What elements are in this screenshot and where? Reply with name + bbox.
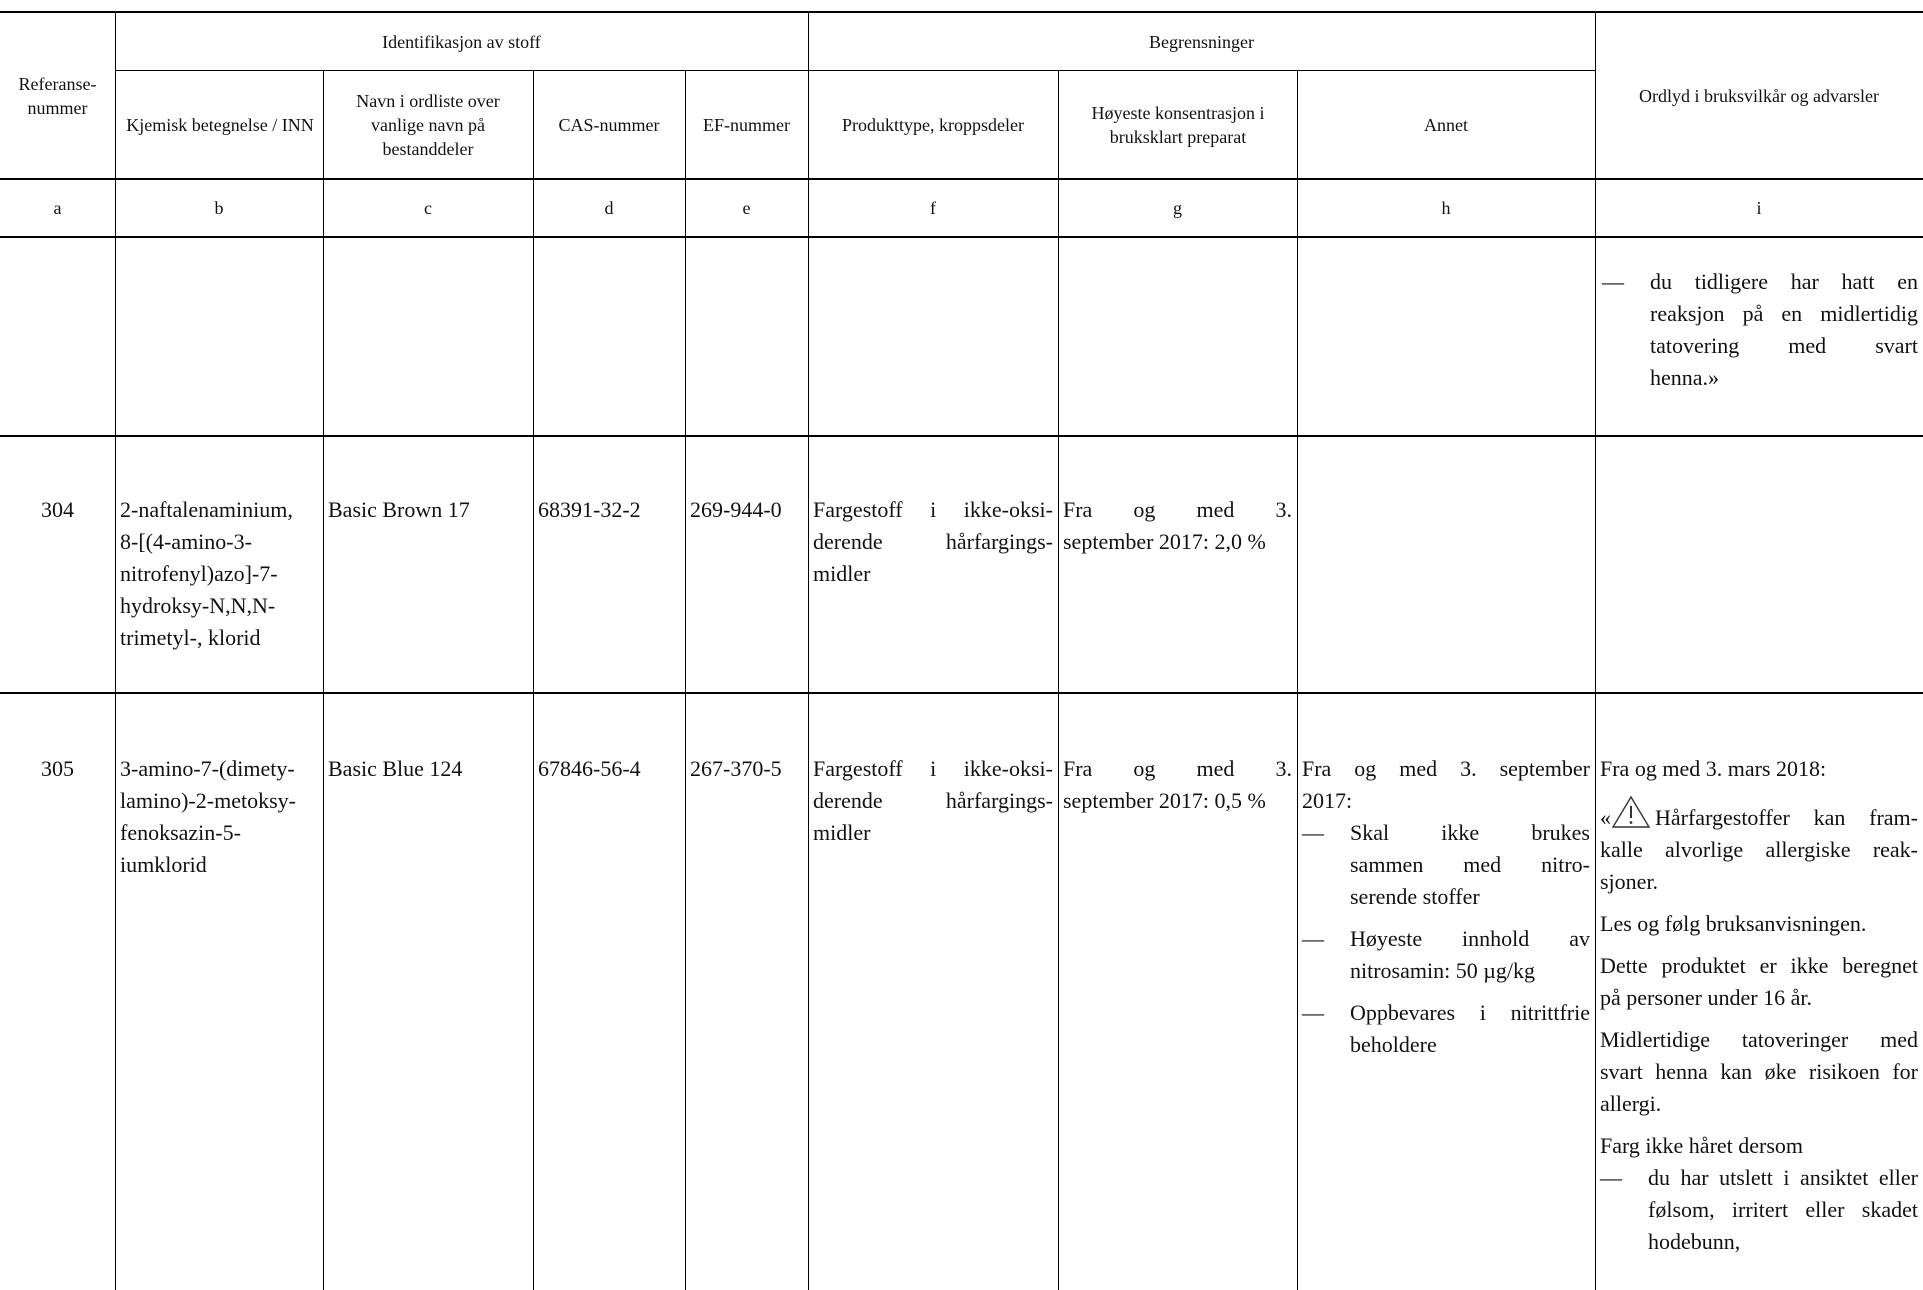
letter-f: f — [930, 197, 936, 218]
i-warning-line-1 — [1600, 795, 1918, 834]
open-quote: « — [1600, 805, 1611, 830]
header-col-d: CAS-nummer — [558, 114, 660, 135]
i-henna-notice — [1600, 1024, 1918, 1120]
row304-b-line-4: hydroksy-N,N,N- — [120, 593, 276, 618]
row305-b-line-3: fenoksazin-5- — [120, 820, 241, 845]
row304-product-type — [808, 494, 1058, 590]
header-col-e: EF-nummer — [703, 114, 790, 135]
letter-i: i — [1756, 197, 1762, 218]
row305-h-intro-line-1: Fra og med 3. september — [1302, 756, 1590, 781]
row305-warnings — [1595, 753, 1923, 1258]
cont-line-2: reaksjon på en midlertidig — [1650, 301, 1918, 326]
i-henna-line-3: allergi. — [1600, 1091, 1662, 1116]
row305-g-line-2: september 2017: 0,5 % — [1063, 788, 1266, 813]
row304-b-line-3: nitrofenyl)azo]-7- — [120, 561, 278, 586]
cont-line-3: tatovering med svart — [1650, 333, 1918, 358]
row305-g-line-1: Fra og med 3. — [1063, 756, 1292, 781]
header-col-i: Ordlyd i bruksvilkår og advarsler — [1639, 85, 1879, 106]
continuation-list-item — [1602, 266, 1918, 394]
i-warning-line-3: sjoner. — [1600, 869, 1659, 894]
col-rule-7 — [1297, 70, 1298, 1290]
i-condition-item — [1600, 1162, 1918, 1258]
row305-chemical-name — [115, 753, 323, 881]
h-item-2-line-2: nitrosamin: 50 µg/kg — [1350, 958, 1536, 983]
col-rule-2 — [323, 70, 324, 1290]
row305-inci-name: Basic Blue 124 — [328, 756, 463, 781]
dash-marker: — — [1302, 1000, 1324, 1025]
letter-d: d — [604, 197, 614, 218]
row305-h-item-1 — [1302, 817, 1590, 913]
i-age-line-2: på personer under 16 år. — [1600, 985, 1812, 1010]
row304-g-line-1: Fra og med 3. — [1063, 497, 1292, 522]
h-item-1-line-3: serende stoffer — [1350, 884, 1480, 909]
letter-c: c — [424, 197, 432, 218]
i-age-notice — [1600, 950, 1918, 1014]
letter-a: a — [53, 197, 62, 218]
header-col-h: Annet — [1424, 114, 1468, 135]
i-instructions: Les og følg bruksanvisningen. — [1600, 911, 1867, 936]
dash-marker: — — [1302, 926, 1324, 951]
i-henna-line-1: Midlertidige tatoveringer med — [1600, 1027, 1918, 1052]
header-group-identification: Identifikasjon av stoff — [382, 31, 541, 52]
h-item-2-line-1: Høyeste innhold av — [1350, 926, 1590, 951]
row305-b-line-2: lamino)-2-metoksy- — [120, 788, 296, 813]
dash-marker: — — [1600, 1165, 1622, 1190]
row304-max-concentration — [1058, 494, 1297, 558]
i-warning-paragraph — [1600, 795, 1918, 898]
row305-f-line-1: Fargestoff i ikke-oksi- — [813, 756, 1053, 781]
i-item-line-2: følsom, irritert eller skadet — [1648, 1197, 1918, 1222]
row305-other-conditions — [1297, 753, 1595, 1071]
row304-ef-number: 269-944-0 — [690, 497, 782, 522]
letter-h: h — [1441, 197, 1451, 218]
header-col-b: Kjemisk betegnelse / INN — [126, 114, 314, 135]
header-group-restrictions: Begrensninger — [1149, 31, 1254, 52]
row305-f-line-3: midler — [813, 820, 871, 845]
header-ref-number: Referanse- nummer — [18, 73, 97, 118]
row304-ref: 304 — [41, 497, 74, 522]
row304-f-line-2: derende hårfargings- — [813, 529, 1053, 554]
row304-chemical-name — [115, 494, 323, 654]
row305-max-concentration — [1058, 753, 1297, 817]
row305-b-line-1: 3-amino-7-(dimety- — [120, 756, 295, 781]
cont-line-4: henna.» — [1650, 365, 1720, 390]
dash-marker: — — [1302, 820, 1324, 845]
i-item-line-1: du har utslett i ansiktet eller — [1648, 1165, 1918, 1190]
h-item-1-line-2: sammen med nitro- — [1350, 852, 1590, 877]
i-warning-text-1: Hårfargestoffer kan fram- — [1655, 805, 1918, 830]
row305-ef-number: 267-370-5 — [690, 756, 782, 781]
row304-b-line-5: trimetyl-, klorid — [120, 625, 261, 650]
i-do-not-dye: Farg ikke håret dersom — [1600, 1133, 1804, 1158]
row305-h-intro-line-2: 2017: — [1302, 788, 1353, 813]
row304-b-line-2: 8-[(4-amino-3- — [120, 529, 252, 554]
continuation-text — [1597, 266, 1923, 394]
header-col-g: Høyeste konsentrasjon i bruksklart preparat — [1091, 102, 1265, 147]
row305-cas-number: 67846-56-4 — [538, 756, 641, 781]
i-age-line-1: Dette produktet er ikke beregnet — [1600, 953, 1918, 978]
letter-b: b — [214, 197, 224, 218]
row304-g-line-2: september 2017: 2,0 % — [1063, 529, 1266, 554]
col-rule-6 — [1058, 70, 1059, 1290]
i-item-line-3: hodebunn, — [1648, 1229, 1741, 1254]
row305-product-type — [808, 753, 1058, 849]
row304-cas-number: 68391-32-2 — [538, 497, 641, 522]
row305-ref: 305 — [41, 756, 74, 781]
warning-triangle-icon — [1611, 795, 1651, 829]
letter-g: g — [1173, 197, 1182, 218]
row305-b-line-4: iumklorid — [120, 852, 207, 877]
header-col-f: Produkttype, kroppsdeler — [842, 114, 1024, 135]
row305-h-item-2 — [1302, 923, 1590, 987]
h-item-3-line-1: Oppbevares i nitrittfrie — [1350, 1000, 1590, 1025]
row305-f-line-2: derende hårfargings- — [813, 788, 1053, 813]
row304-f-line-1: Fargestoff i ikke-oksi- — [813, 497, 1053, 522]
rule-row-cont-bottom — [0, 435, 1923, 437]
row304-b-line-1: 2-naftalenaminium, — [120, 497, 293, 522]
i-date-line: Fra og med 3. mars 2018: — [1600, 756, 1827, 781]
col-rule-4 — [685, 70, 686, 1290]
row305-h-item-3 — [1302, 997, 1590, 1061]
col-rule-3 — [533, 70, 534, 1290]
i-warning-line-2: kalle alvorlige allergiske reak- — [1600, 837, 1918, 862]
rule-row304-bottom — [0, 692, 1923, 694]
row304-inci-name: Basic Brown 17 — [328, 497, 470, 522]
header-col-c: Navn i ordliste over vanlige navn på bestanddeler — [356, 90, 500, 159]
i-henna-line-2: svart henna kan øke risikoen for — [1600, 1059, 1918, 1084]
dash-marker: — — [1602, 269, 1624, 294]
cont-line-1: du tidligere har hatt en — [1650, 269, 1918, 294]
h-item-3-line-2: beholdere — [1350, 1032, 1437, 1057]
rule-letters-bottom — [0, 236, 1923, 238]
h-item-1-line-1: Skal ikke brukes — [1350, 820, 1590, 845]
row304-f-line-3: midler — [813, 561, 871, 586]
letter-e: e — [742, 197, 751, 218]
